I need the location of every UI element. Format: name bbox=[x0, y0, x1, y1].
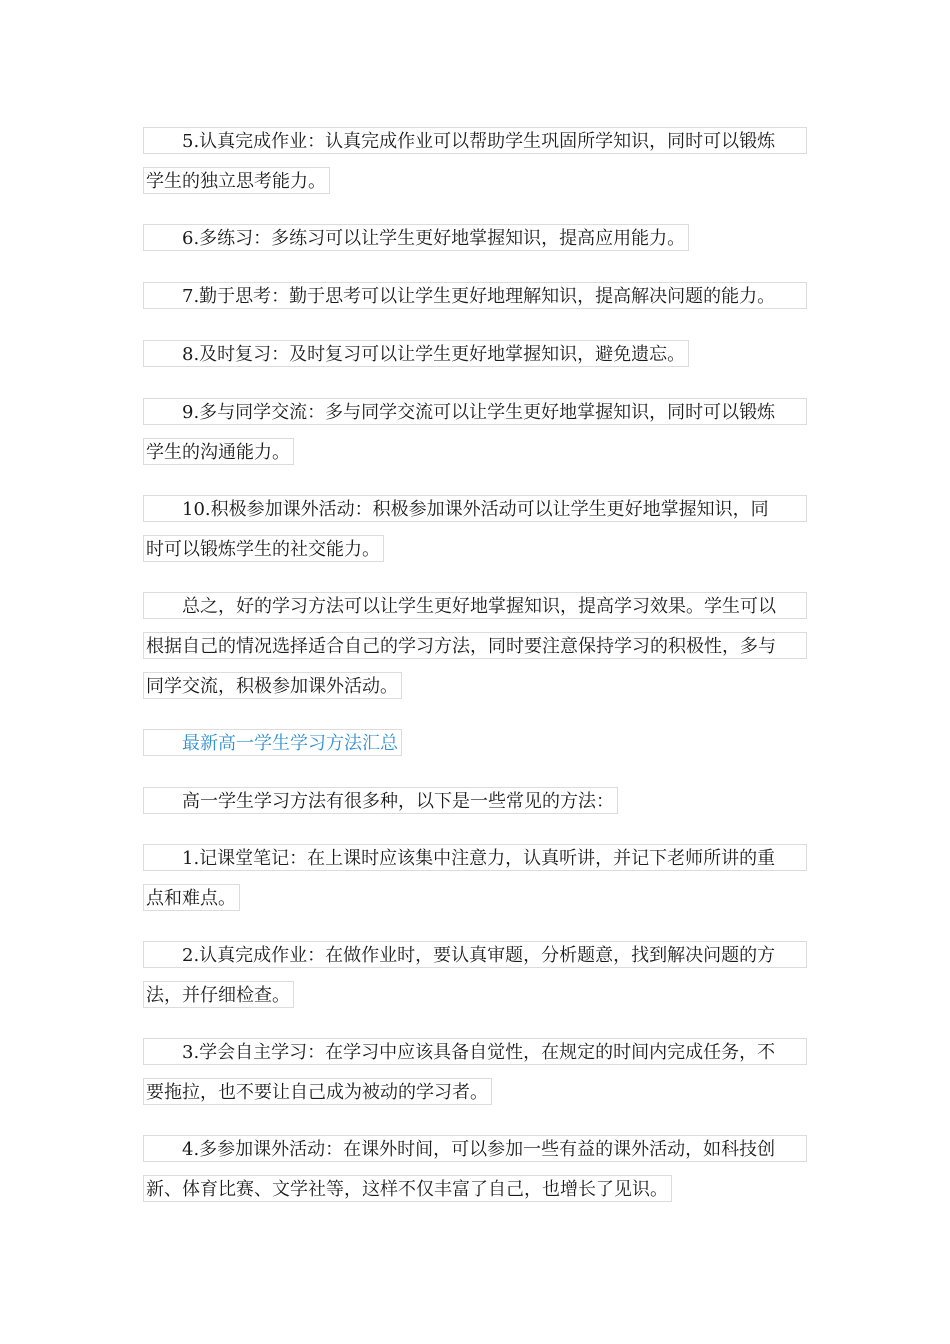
paragraph-method-4 bbox=[143, 1129, 807, 1209]
text-line bbox=[143, 121, 807, 161]
text-line bbox=[143, 218, 807, 258]
text-line-content: 时可以锻炼学生的社交能力。 bbox=[143, 535, 384, 562]
text-line bbox=[143, 529, 807, 569]
paragraph-item-10 bbox=[143, 489, 807, 569]
text-line bbox=[143, 432, 807, 472]
text-line bbox=[143, 878, 807, 918]
paragraph-item-6 bbox=[143, 218, 807, 258]
text-line bbox=[143, 1072, 807, 1112]
text-line-content: 新、体育比赛、文学社等，这样不仅丰富了自己，也增长了见识。 bbox=[143, 1175, 672, 1202]
text-line-content: 学生的独立思考能力。 bbox=[143, 167, 330, 194]
text-line-content: 总之，好的学习方法可以让学生更好地掌握知识，提高学习效果。学生可以 bbox=[143, 592, 807, 619]
text-line bbox=[143, 723, 807, 763]
text-line bbox=[143, 975, 807, 1015]
text-line-content: 6.多练习：多练习可以让学生更好地掌握知识，提高应用能力。 bbox=[143, 224, 689, 251]
text-line-content: 要拖拉，也不要让自己成为被动的学习者。 bbox=[143, 1078, 492, 1105]
text-line bbox=[143, 1032, 807, 1072]
text-line bbox=[143, 666, 807, 706]
paragraph-item-8 bbox=[143, 334, 807, 374]
text-line bbox=[143, 392, 807, 432]
text-line bbox=[143, 586, 807, 626]
text-line bbox=[143, 276, 807, 316]
text-line-content: 点和难点。 bbox=[143, 884, 240, 911]
text-line bbox=[143, 489, 807, 529]
text-line-content: 8.及时复习：及时复习可以让学生更好地掌握知识，避免遗忘。 bbox=[143, 340, 689, 367]
text-line-content: 法，并仔细检查。 bbox=[143, 981, 294, 1008]
heading-text: 最新高一学生学习方法汇总 bbox=[143, 729, 402, 756]
text-line-content: 1.记课堂笔记：在上课时应该集中注意力，认真听讲，并记下老师所讲的重 bbox=[143, 844, 807, 871]
text-line-content: 3.学会自主学习：在学习中应该具备自觉性，在规定的时间内完成任务，不 bbox=[143, 1038, 807, 1065]
paragraph-method-3 bbox=[143, 1032, 807, 1112]
text-line-content: 学生的沟通能力。 bbox=[143, 438, 294, 465]
text-line-content: 7.勤于思考：勤于思考可以让学生更好地理解知识，提高解决问题的能力。 bbox=[143, 282, 807, 309]
text-line-content: 同学交流，积极参加课外活动。 bbox=[143, 672, 402, 699]
paragraph-item-7 bbox=[143, 276, 807, 316]
paragraph-item-5 bbox=[143, 121, 807, 201]
text-line-content: 5.认真完成作业：认真完成作业可以帮助学生巩固所学知识，同时可以锻炼 bbox=[143, 127, 807, 154]
section-heading bbox=[143, 723, 807, 763]
text-line bbox=[143, 334, 807, 374]
paragraph-method-2 bbox=[143, 935, 807, 1015]
text-line bbox=[143, 1129, 807, 1169]
paragraph-method-1 bbox=[143, 838, 807, 918]
text-line-content: 高一学生学习方法有很多种，以下是一些常见的方法： bbox=[143, 787, 618, 814]
text-line-content: 9.多与同学交流：多与同学交流可以让学生更好地掌握知识，同时可以锻炼 bbox=[143, 398, 807, 425]
text-line bbox=[143, 1169, 807, 1209]
paragraph-intro bbox=[143, 781, 807, 821]
text-line bbox=[143, 935, 807, 975]
text-line-content: 根据自己的情况选择适合自己的学习方法，同时要注意保持学习的积极性，多与 bbox=[143, 632, 807, 659]
text-line bbox=[143, 626, 807, 666]
text-line bbox=[143, 781, 807, 821]
text-line-content: 2.认真完成作业：在做作业时，要认真审题，分析题意，找到解决问题的方 bbox=[143, 941, 807, 968]
text-line bbox=[143, 161, 807, 201]
paragraph-summary bbox=[143, 586, 807, 706]
paragraph-item-9 bbox=[143, 392, 807, 472]
text-line bbox=[143, 838, 807, 878]
text-line-content: 10.积极参加课外活动：积极参加课外活动可以让学生更好地掌握知识，同 bbox=[143, 495, 807, 522]
text-line-content: 4.多参加课外活动：在课外时间，可以参加一些有益的课外活动，如科技创 bbox=[143, 1135, 807, 1162]
